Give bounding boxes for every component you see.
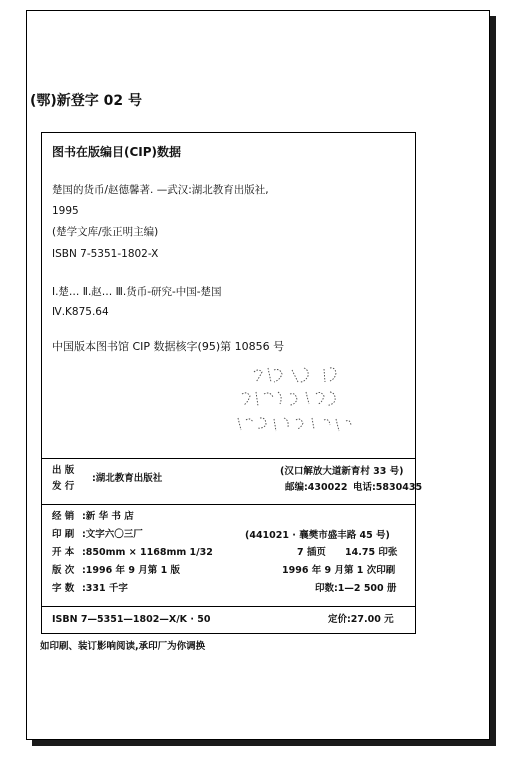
edition-label: 版 次 [52,565,75,576]
cip-line-title-author: 楚国的货币/赵德馨著. —武汉:湖北教育出版社, [52,184,269,196]
cip-line-subjects: Ⅰ.楚… Ⅱ.赵… Ⅲ.货币-研究-中国-楚国 [52,286,222,298]
format-label: 开 本 [52,547,75,558]
distributor-label: 经 销 [52,511,75,522]
replacement-notice: 如印刷、装订影响阅读,承印厂为你调换 [40,641,206,652]
printer-label: 印 刷 [52,529,75,540]
cip-line-year: 1995 [52,205,79,217]
cip-title: 图书在版编目(CIP)数据 [52,145,182,159]
distributor-label-top: 发 行 [52,481,75,492]
cip-line-classification: Ⅳ.K875.64 [52,306,109,318]
publisher-phone: 电话:5830435 [353,482,423,493]
cip-line-isbn: ISBN 7-5351-1802-X [52,248,159,260]
registration-number: (鄂)新登字 02 号 [30,93,143,109]
cip-line-series: (楚学文库/张正明主编) [52,226,159,238]
printing-value: 1996 年 9 月第 1 次印刷 [282,565,396,576]
cip-line-approval: 中国版本图书馆 CIP 数据核字(95)第 10856 号 [52,340,285,353]
edition-value: :1996 年 9 月第 1 版 [82,565,180,576]
word-count-label: 字 数 [52,583,75,594]
distributor-value: :新 华 书 店 [82,511,134,522]
printer-value: :文字六〇三厂 [82,529,143,540]
publisher-postcode: 邮编:430022 [285,482,348,493]
isbn-classification: ISBN 7—5351—1802—X/K · 50 [52,614,211,625]
word-count-value: :331 千字 [82,583,128,594]
format-value: :850mm × 1168mm 1/32 [82,547,213,558]
handwritten-annotation [232,364,372,444]
print-run-value: 印数:1—2 500 册 [315,583,397,594]
publisher-label: 出 版 [52,465,75,476]
publisher-address: (汉口解放大道新育村 33 号) [280,466,404,477]
price: 定价:27.00 元 [328,614,394,625]
plates-value: 7 插页 [297,547,326,558]
printer-address: (441021 · 襄樊市盛丰路 45 号) [245,530,390,541]
sheets-value: 14.75 印张 [345,547,398,558]
publisher-name: :湖北教育出版社 [92,473,163,484]
